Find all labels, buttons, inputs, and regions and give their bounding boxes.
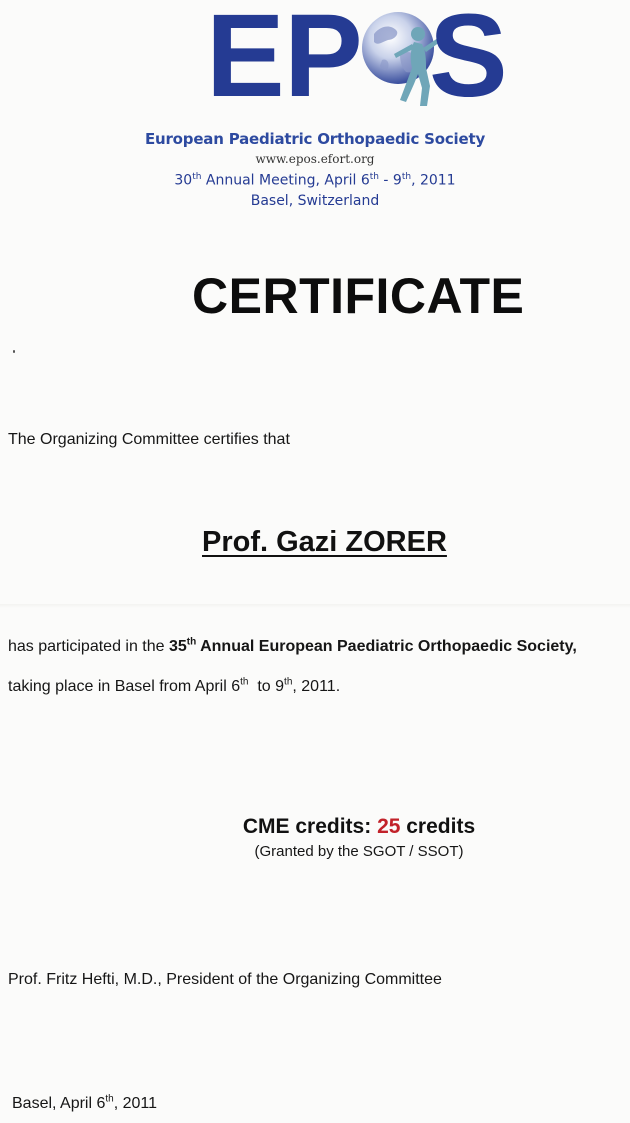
- society-name: European Paediatric Orthopaedic Society: [144, 130, 486, 148]
- participation-statement: [8, 637, 577, 657]
- logo-letter-p: P: [284, 0, 361, 122]
- society-url: www.epos.efort.org: [255, 152, 375, 166]
- place-and-date: [12, 1094, 157, 1114]
- paper-fold-line: [0, 604, 630, 608]
- dates-year: , 2011.: [292, 678, 341, 695]
- dates-middle: to 9: [248, 678, 285, 695]
- scan-speck: [13, 350, 15, 353]
- dates-lead: taking place in Basel from April 6: [8, 678, 241, 695]
- event-number: 35: [169, 638, 187, 655]
- meeting-ordinal-sup: th: [192, 172, 202, 182]
- meeting-info: [0, 172, 630, 189]
- event-dates-statement: [8, 677, 340, 697]
- place-date-year: , 2011: [113, 1095, 158, 1112]
- cme-credits: [0, 814, 630, 840]
- recipient-name: Prof. Gazi ZORER: [202, 526, 447, 558]
- event-number-sup: th: [186, 636, 197, 648]
- cme-label: CME credits:: [242, 815, 378, 838]
- logo-letter-s: S: [429, 0, 506, 122]
- certifies-text: The Organizing Committee certifies that: [8, 431, 290, 448]
- certificate-title: CERTIFICATE: [192, 268, 525, 324]
- cme-credit-value: 25: [377, 815, 401, 838]
- epos-logo: [206, 0, 506, 122]
- event-name: Annual European Paediatric Orthopaedic Society,: [196, 638, 577, 655]
- cme-unit: credits: [400, 815, 476, 838]
- meeting-end-sup: th: [401, 172, 412, 182]
- meeting-year: , 2011: [411, 172, 456, 189]
- logo-letter-e: E: [206, 0, 283, 122]
- participation-lead: has participated in the: [8, 638, 169, 655]
- place-date-lead: Basel, April 6: [12, 1095, 106, 1112]
- dates-start-sup: th: [240, 676, 249, 688]
- cme-granted-by: (Granted by the SGOT / SSOT): [254, 843, 464, 860]
- meeting-dash: - 9: [378, 172, 402, 189]
- dates-end-sup: th: [284, 676, 293, 688]
- signatory-line: Prof. Fritz Hefti, M.D., President of the Organizing Committee: [8, 971, 442, 988]
- meeting-text: Annual Meeting, April 6: [201, 172, 370, 189]
- place-date-sup: th: [105, 1093, 114, 1105]
- meeting-location: Basel, Switzerland: [250, 193, 380, 209]
- meeting-ordinal: 30: [174, 172, 193, 189]
- meeting-start-sup: th: [369, 172, 379, 182]
